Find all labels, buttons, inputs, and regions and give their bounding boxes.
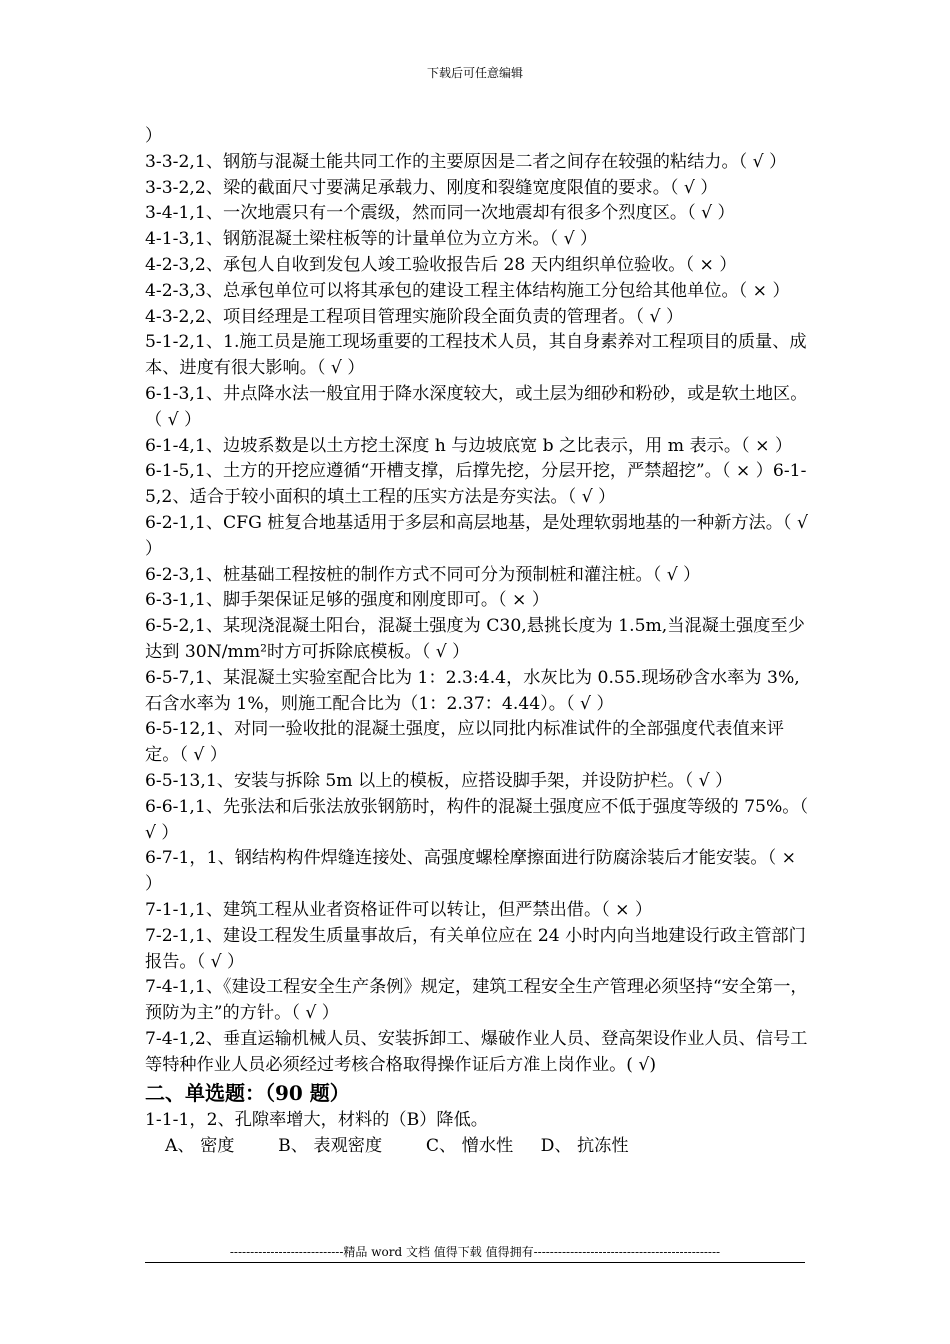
paragraph: 3-3-2,2、梁的截面尺寸要满足承载力、刚度和裂缝宽度限值的要求。（ √ ） — [145, 177, 718, 198]
paragraph: 6-3-1,1、脚手架保证足够的强度和刚度即可。（ × ） — [145, 590, 550, 611]
section-title: 二、单选题：（90 题） — [145, 1081, 350, 1106]
paragraph: 3-4-1,1、一次地震只有一个震级，然而同一次地震却有很多个烈度区。（ √ ） — [145, 203, 735, 224]
page-header: 下载后可任意编辑 — [426, 66, 523, 80]
paragraph: 3-3-2,1、钢筋与混凝土能共同工作的主要原因是二者之间存在较强的粘结力。（ √ ） — [145, 151, 787, 172]
paragraph: 6-2-1,1、CFG 桩复合地基适用于多层和高层地基，是处理软弱地基的一种新方法。（ √ ） — [145, 512, 808, 559]
question-options: A、 密度 B、 表观密度 C、 憎水性 D、 抗冻性 — [165, 1136, 629, 1157]
footer-rule — [145, 1262, 805, 1263]
paragraph: 7-4-1,1、《建设工程安全生产条例》规定，建筑工程安全生产管理必须坚持“安全第一，预防为主”的方针。（ √ ） — [145, 977, 808, 1024]
paragraph: 4-1-3,1、钢筋混凝土梁柱板等的计量单位为立方米。（ √ ） — [145, 229, 598, 250]
paragraph: 7-2-1,1、建设工程发生质量事故后，有关单位应在 24 小时内向当地建设行政主管部门报告。（ √ ） — [145, 925, 806, 972]
page-footer: ----------------------------精品 word 文档 值得下载 值得拥有---------------------------------------------- — [229, 1245, 721, 1259]
paragraph: 4-3-2,2、项目经理是工程项目管理实施阶段全面负责的管理者。（ √ ） — [145, 306, 684, 327]
paragraph: 6-1-3,1、井点降水法一般宜用于降水深度较大，或土层为细砂和粉砂，或是软土地区。（ √ ） — [145, 383, 808, 430]
paragraph: ） — [145, 126, 163, 146]
paragraph: 7-1-1,1、建筑工程从业者资格证件可以转让，但严禁出借。（ × ） — [145, 899, 653, 920]
paragraph: 6-6-1,1、先张法和后张法放张钢筋时，构件的混凝土强度应不低于强度等级的 75%。（ √ ） — [145, 796, 809, 843]
paragraph: 7-4-1,2、垂直运输机械人员、安装拆卸工、爆破作业人员、登高架设作业人员、信号工等特种作业人员必须经过考核合格取得操作证后方准上岗作业。( √) — [145, 1028, 808, 1075]
document-body — [145, 124, 810, 1160]
paragraph: 4-2-3,2、承包人自收到发包人竣工验收报告后 28 天内组织单位验收。（ × ） — [145, 254, 737, 275]
paragraph: 6-2-3,1、桩基础工程按桩的制作方式不同可分为预制桩和灌注桩。（ √ ） — [145, 564, 701, 585]
question-text: 1-1-1，2、孔隙率增大，材料的（B）降低。 — [145, 1110, 488, 1131]
paragraph: 6-5-2,1、某现浇混凝土阳台，混凝土强度为 C30,悬挑长度为 1.5m,当混凝土强度至少达到 30N/mm²时方可拆除底模板。（ √ ） — [145, 616, 805, 662]
paragraph: 6-5-12,1、对同一验收批的混凝土强度，应以同批内标准试件的全部强度代表值来评定。（ √ ） — [145, 719, 784, 766]
paragraph: 6-5-7,1、某混凝土实验室配合比为 1：2.3:4.4，水灰比为 0.55.现场砂含水率为 3%,石含水率为 1%，则施工配合比为（1：2.37：4.44）。（ √ ） — [145, 667, 800, 714]
paragraph: 6-1-4,1、边坡系数是以土方挖土深度 h 与边坡底宽 b 之比表示，用 m 表示。（ × ） — [145, 435, 793, 456]
paragraph: 4-2-3,3、总承包单位可以将其承包的建设工程主体结构施工分包给其他单位。（ × ） — [145, 280, 790, 301]
paragraph: 6-1-5,1、土方的开挖应遵循“开槽支撑，后撑先挖，分层开挖，严禁超挖”。（ × ）6-1-5,2、适合于较小面积的填土工程的压实方法是夯实法。（ √ ） — [145, 461, 807, 508]
paragraph: 5-1-2,1、1.施工员是施工现场重要的工程技术人员，其自身素养对工程项目的质量、成本、进度有很大影响。（ √ ） — [145, 332, 807, 379]
paragraph: 6-7-1，1、钢结构构件焊缝连接处、高强度螺栓摩擦面进行防腐涂装后才能安装。（ × ） — [145, 848, 796, 895]
paragraph: 6-5-13,1、安装与拆除 5m 以上的模板，应搭设脚手架，并设防护栏。（ √ ） — [145, 770, 733, 791]
